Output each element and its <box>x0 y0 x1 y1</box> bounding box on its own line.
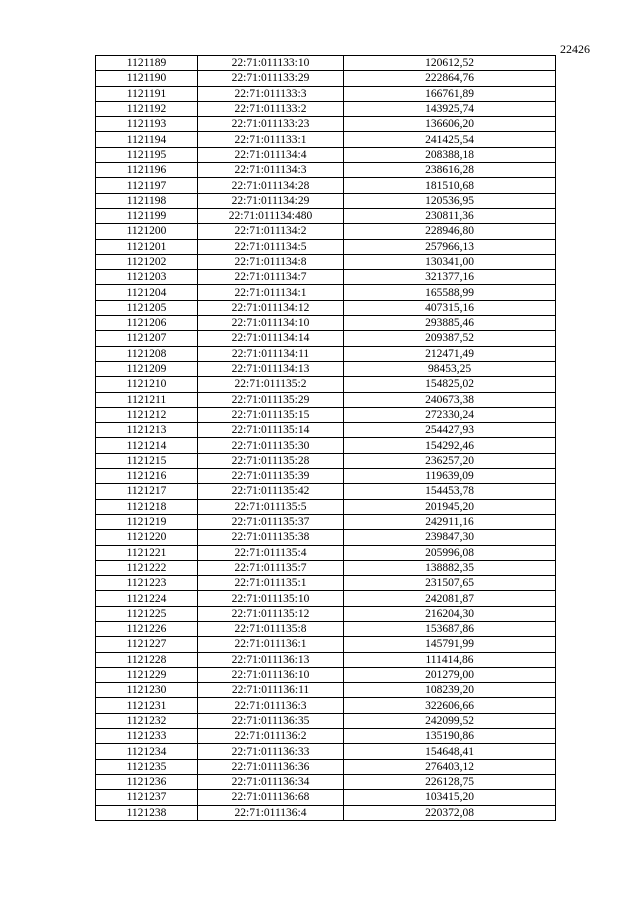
cadastral-number-cell: 22:71:011135:39 <box>198 469 344 484</box>
table-row <box>96 606 556 621</box>
row-number-cell: 1121195 <box>96 147 198 162</box>
cadastral-number-cell: 22:71:011134:5 <box>198 239 344 254</box>
cadastral-value-cell: 212471,49 <box>344 346 556 361</box>
table-row <box>96 71 556 86</box>
cadastral-number-cell: 22:71:011133:29 <box>198 71 344 86</box>
row-number-cell: 1121204 <box>96 285 198 300</box>
row-number-cell: 1121231 <box>96 698 198 713</box>
table-row <box>96 346 556 361</box>
cadastral-number-cell: 22:71:011136:1 <box>198 637 344 652</box>
row-number-cell: 1121203 <box>96 270 198 285</box>
cadastral-number-cell: 22:71:011135:30 <box>198 438 344 453</box>
cadastral-value-cell: 154453,78 <box>344 484 556 499</box>
cadastral-value-cell: 165588,99 <box>344 285 556 300</box>
table-row <box>96 621 556 636</box>
table-row <box>96 361 556 376</box>
cadastral-value-cell: 222864,76 <box>344 71 556 86</box>
row-number-cell: 1121215 <box>96 453 198 468</box>
table-body <box>96 56 556 821</box>
table-row <box>96 423 556 438</box>
cadastral-value-cell: 143925,74 <box>344 101 556 116</box>
cadastral-number-cell: 22:71:011136:11 <box>198 683 344 698</box>
cadastral-number-cell: 22:71:011135:29 <box>198 392 344 407</box>
row-number-cell: 1121210 <box>96 377 198 392</box>
table-row <box>96 484 556 499</box>
cadastral-value-cell: 98453,25 <box>344 361 556 376</box>
cadastral-value-cell: 228946,80 <box>344 224 556 239</box>
cadastral-value-cell: 135190,86 <box>344 729 556 744</box>
row-number-cell: 1121194 <box>96 132 198 147</box>
row-number-cell: 1121191 <box>96 86 198 101</box>
table-row <box>96 576 556 591</box>
row-number-cell: 1121237 <box>96 790 198 805</box>
cadastral-number-cell: 22:71:011135:5 <box>198 499 344 514</box>
row-number-cell: 1121200 <box>96 224 198 239</box>
cadastral-number-cell: 22:71:011134:29 <box>198 193 344 208</box>
cadastral-number-cell: 22:71:011136:68 <box>198 790 344 805</box>
cadastral-value-cell: 119639,09 <box>344 469 556 484</box>
row-number-cell: 1121228 <box>96 652 198 667</box>
cadastral-value-cell: 236257,20 <box>344 453 556 468</box>
cadastral-number-cell: 22:71:011135:7 <box>198 560 344 575</box>
cadastral-number-cell: 22:71:011136:3 <box>198 698 344 713</box>
cadastral-value-cell: 293885,46 <box>344 316 556 331</box>
cadastral-value-cell: 242081,87 <box>344 591 556 606</box>
row-number-cell: 1121233 <box>96 729 198 744</box>
cadastral-number-cell: 22:71:011135:38 <box>198 530 344 545</box>
cadastral-value-cell: 276403,12 <box>344 759 556 774</box>
cadastral-value-cell: 272330,24 <box>344 407 556 422</box>
row-number-cell: 1121223 <box>96 576 198 591</box>
table-row <box>96 805 556 820</box>
cadastral-value-cell: 240673,38 <box>344 392 556 407</box>
cadastral-value-cell: 254427,93 <box>344 423 556 438</box>
cadastral-number-cell: 22:71:011135:12 <box>198 606 344 621</box>
page-number: 22426 <box>560 42 590 56</box>
table-row <box>96 224 556 239</box>
table-row <box>96 683 556 698</box>
row-number-cell: 1121205 <box>96 300 198 315</box>
row-number-cell: 1121226 <box>96 621 198 636</box>
cadastral-value-cell: 321377,16 <box>344 270 556 285</box>
cadastral-value-table <box>95 55 556 821</box>
row-number-cell: 1121197 <box>96 178 198 193</box>
cadastral-value-cell: 242911,16 <box>344 514 556 529</box>
cadastral-number-cell: 22:71:011134:2 <box>198 224 344 239</box>
table-row <box>96 86 556 101</box>
row-number-cell: 1121198 <box>96 193 198 208</box>
table-row <box>96 101 556 116</box>
cadastral-number-cell: 22:71:011136:4 <box>198 805 344 820</box>
row-number-cell: 1121208 <box>96 346 198 361</box>
cadastral-value-cell: 238616,28 <box>344 163 556 178</box>
cadastral-value-cell: 154825,02 <box>344 377 556 392</box>
cadastral-number-cell: 22:71:011136:10 <box>198 667 344 682</box>
row-number-cell: 1121238 <box>96 805 198 820</box>
table-row <box>96 698 556 713</box>
row-number-cell: 1121222 <box>96 560 198 575</box>
cadastral-value-cell: 407315,16 <box>344 300 556 315</box>
table-row <box>96 193 556 208</box>
cadastral-number-cell: 22:71:011134:4 <box>198 147 344 162</box>
table-row <box>96 331 556 346</box>
row-number-cell: 1121212 <box>96 407 198 422</box>
cadastral-value-cell: 322606,66 <box>344 698 556 713</box>
cadastral-value-cell: 111414,86 <box>344 652 556 667</box>
cadastral-number-cell: 22:71:011135:28 <box>198 453 344 468</box>
table-row <box>96 316 556 331</box>
table-row <box>96 239 556 254</box>
cadastral-number-cell: 22:71:011134:3 <box>198 163 344 178</box>
cadastral-number-cell: 22:71:011134:11 <box>198 346 344 361</box>
cadastral-value-cell: 154648,41 <box>344 744 556 759</box>
cadastral-number-cell: 22:71:011134:480 <box>198 208 344 223</box>
row-number-cell: 1121211 <box>96 392 198 407</box>
cadastral-value-cell: 120536,95 <box>344 193 556 208</box>
cadastral-number-cell: 22:71:011135:4 <box>198 545 344 560</box>
cadastral-number-cell: 22:71:011134:7 <box>198 270 344 285</box>
row-number-cell: 1121225 <box>96 606 198 621</box>
table-row <box>96 407 556 422</box>
cadastral-value-cell: 241425,54 <box>344 132 556 147</box>
row-number-cell: 1121214 <box>96 438 198 453</box>
table-row <box>96 438 556 453</box>
cadastral-value-cell: 108239,20 <box>344 683 556 698</box>
cadastral-value-cell: 209387,52 <box>344 331 556 346</box>
row-number-cell: 1121202 <box>96 254 198 269</box>
table-row <box>96 132 556 147</box>
row-number-cell: 1121196 <box>96 163 198 178</box>
row-number-cell: 1121217 <box>96 484 198 499</box>
table-row <box>96 270 556 285</box>
cadastral-value-cell: 257966,13 <box>344 239 556 254</box>
table-row <box>96 759 556 774</box>
table-row <box>96 774 556 789</box>
row-number-cell: 1121207 <box>96 331 198 346</box>
cadastral-number-cell: 22:71:011136:36 <box>198 759 344 774</box>
table-row <box>96 392 556 407</box>
cadastral-value-cell: 226128,75 <box>344 774 556 789</box>
cadastral-value-cell: 120612,52 <box>344 56 556 71</box>
table-row <box>96 208 556 223</box>
cadastral-value-cell: 130341,00 <box>344 254 556 269</box>
cadastral-value-cell: 208388,18 <box>344 147 556 162</box>
row-number-cell: 1121213 <box>96 423 198 438</box>
table-row <box>96 545 556 560</box>
cadastral-number-cell: 22:71:011134:1 <box>198 285 344 300</box>
row-number-cell: 1121224 <box>96 591 198 606</box>
cadastral-value-cell: 181510,68 <box>344 178 556 193</box>
row-number-cell: 1121227 <box>96 637 198 652</box>
table-row <box>96 285 556 300</box>
cadastral-value-cell: 220372,08 <box>344 805 556 820</box>
row-number-cell: 1121189 <box>96 56 198 71</box>
cadastral-number-cell: 22:71:011133:1 <box>198 132 344 147</box>
cadastral-value-cell: 138882,35 <box>344 560 556 575</box>
row-number-cell: 1121190 <box>96 71 198 86</box>
table-row <box>96 591 556 606</box>
cadastral-number-cell: 22:71:011135:2 <box>198 377 344 392</box>
cadastral-number-cell: 22:71:011134:28 <box>198 178 344 193</box>
cadastral-number-cell: 22:71:011133:3 <box>198 86 344 101</box>
table-row <box>96 530 556 545</box>
row-number-cell: 1121236 <box>96 774 198 789</box>
cadastral-value-cell: 136606,20 <box>344 117 556 132</box>
cadastral-value-cell: 230811,36 <box>344 208 556 223</box>
table-row <box>96 637 556 652</box>
row-number-cell: 1121221 <box>96 545 198 560</box>
cadastral-value-cell: 242099,52 <box>344 713 556 728</box>
row-number-cell: 1121229 <box>96 667 198 682</box>
cadastral-number-cell: 22:71:011136:2 <box>198 729 344 744</box>
table-row <box>96 713 556 728</box>
cadastral-number-cell: 22:71:011136:34 <box>198 774 344 789</box>
table-row <box>96 163 556 178</box>
cadastral-number-cell: 22:71:011135:10 <box>198 591 344 606</box>
cadastral-number-cell: 22:71:011135:15 <box>198 407 344 422</box>
table-row <box>96 652 556 667</box>
table-row <box>96 729 556 744</box>
table-row <box>96 300 556 315</box>
row-number-cell: 1121219 <box>96 514 198 529</box>
cadastral-value-cell: 201945,20 <box>344 499 556 514</box>
row-number-cell: 1121201 <box>96 239 198 254</box>
cadastral-number-cell: 22:71:011133:23 <box>198 117 344 132</box>
table-row <box>96 147 556 162</box>
table-row <box>96 514 556 529</box>
cadastral-number-cell: 22:71:011135:37 <box>198 514 344 529</box>
cadastral-value-cell: 154292,46 <box>344 438 556 453</box>
cadastral-value-cell: 239847,30 <box>344 530 556 545</box>
table-row <box>96 377 556 392</box>
table-row <box>96 469 556 484</box>
table-row <box>96 560 556 575</box>
row-number-cell: 1121206 <box>96 316 198 331</box>
cadastral-number-cell: 22:71:011136:35 <box>198 713 344 728</box>
table-row <box>96 667 556 682</box>
table-row <box>96 56 556 71</box>
cadastral-value-cell: 166761,89 <box>344 86 556 101</box>
cadastral-value-cell: 201279,00 <box>344 667 556 682</box>
cadastral-number-cell: 22:71:011134:14 <box>198 331 344 346</box>
cadastral-value-cell: 231507,65 <box>344 576 556 591</box>
row-number-cell: 1121192 <box>96 101 198 116</box>
row-number-cell: 1121199 <box>96 208 198 223</box>
row-number-cell: 1121218 <box>96 499 198 514</box>
table-row <box>96 453 556 468</box>
cadastral-number-cell: 22:71:011135:14 <box>198 423 344 438</box>
table-row <box>96 499 556 514</box>
cadastral-number-cell: 22:71:011134:12 <box>198 300 344 315</box>
table-row <box>96 178 556 193</box>
row-number-cell: 1121232 <box>96 713 198 728</box>
cadastral-number-cell: 22:71:011134:8 <box>198 254 344 269</box>
table-row <box>96 117 556 132</box>
cadastral-value-cell: 145791,99 <box>344 637 556 652</box>
cadastral-value-cell: 103415,20 <box>344 790 556 805</box>
cadastral-number-cell: 22:71:011135:42 <box>198 484 344 499</box>
row-number-cell: 1121216 <box>96 469 198 484</box>
row-number-cell: 1121209 <box>96 361 198 376</box>
cadastral-number-cell: 22:71:011136:33 <box>198 744 344 759</box>
row-number-cell: 1121220 <box>96 530 198 545</box>
cadastral-value-cell: 205996,08 <box>344 545 556 560</box>
row-number-cell: 1121193 <box>96 117 198 132</box>
cadastral-number-cell: 22:71:011135:8 <box>198 621 344 636</box>
cadastral-number-cell: 22:71:011134:13 <box>198 361 344 376</box>
cadastral-number-cell: 22:71:011135:1 <box>198 576 344 591</box>
cadastral-number-cell: 22:71:011136:13 <box>198 652 344 667</box>
cadastral-number-cell: 22:71:011133:10 <box>198 56 344 71</box>
cadastral-number-cell: 22:71:011134:10 <box>198 316 344 331</box>
row-number-cell: 1121230 <box>96 683 198 698</box>
table-row <box>96 744 556 759</box>
row-number-cell: 1121234 <box>96 744 198 759</box>
cadastral-value-cell: 153687,86 <box>344 621 556 636</box>
table-row <box>96 790 556 805</box>
cadastral-value-cell: 216204,30 <box>344 606 556 621</box>
table-row <box>96 254 556 269</box>
cadastral-number-cell: 22:71:011133:2 <box>198 101 344 116</box>
row-number-cell: 1121235 <box>96 759 198 774</box>
